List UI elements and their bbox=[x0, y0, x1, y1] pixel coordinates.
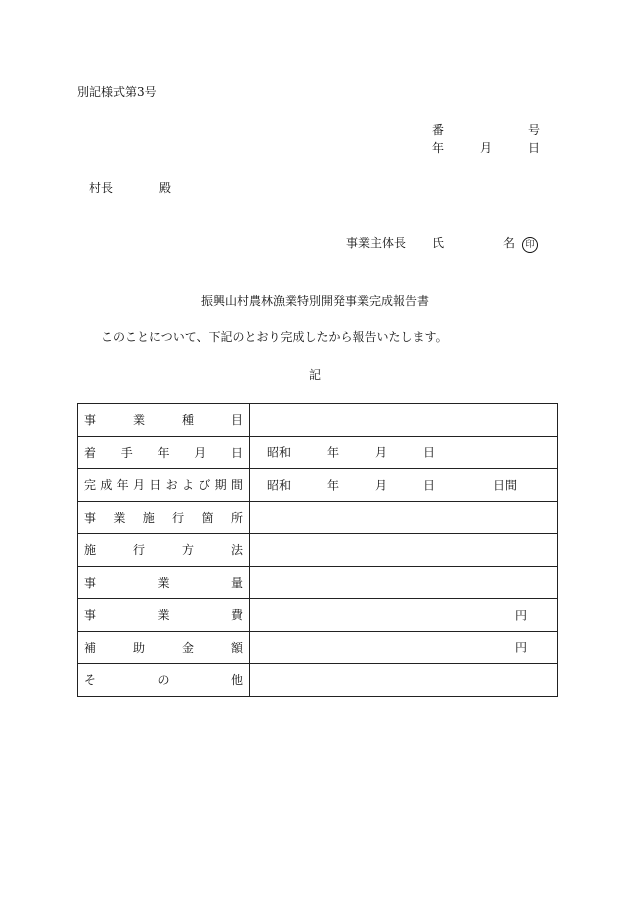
row-label-chakushu-date: 着 手 年 月 日 bbox=[78, 436, 250, 469]
yen-label: 円 bbox=[514, 640, 527, 655]
value-jigyo-hi[interactable] bbox=[250, 599, 558, 632]
table-row bbox=[78, 469, 558, 502]
table-row bbox=[78, 404, 558, 437]
table-row bbox=[78, 631, 558, 664]
date-day-label: 日 bbox=[528, 141, 541, 155]
day-label: 日 bbox=[423, 478, 436, 493]
table-row bbox=[78, 436, 558, 469]
applicant-mei-label: 名 bbox=[503, 236, 516, 250]
value-jigyo-shumoku[interactable] bbox=[250, 404, 558, 437]
row-label-sonota: そ の 他 bbox=[78, 664, 250, 697]
form-number: 別記様式第3号 bbox=[77, 85, 157, 99]
value-jigyo-ryo[interactable] bbox=[250, 566, 558, 599]
value-sonota[interactable] bbox=[250, 664, 558, 697]
value-hojokin-gaku[interactable] bbox=[250, 631, 558, 664]
year-label: 年 bbox=[327, 478, 340, 493]
day-label: 日 bbox=[423, 445, 436, 460]
date-month-label: 月 bbox=[480, 141, 493, 155]
date-year-label: 年 bbox=[432, 141, 445, 155]
applicant-label: 事業主体長 bbox=[346, 236, 407, 250]
row-label-hojokin-gaku: 補 助 金 額 bbox=[78, 631, 250, 664]
value-shiko-basho[interactable] bbox=[250, 501, 558, 534]
body-text: このことについて、下記のとおり完成したから報告いたします。 bbox=[101, 330, 448, 344]
table-row bbox=[78, 566, 558, 599]
number-go-label: 号 bbox=[528, 123, 541, 137]
row-label-jigyo-hi: 事 業 費 bbox=[78, 599, 250, 632]
value-kansei-period[interactable] bbox=[250, 469, 558, 502]
addressee-honorific: 殿 bbox=[159, 181, 172, 195]
value-shiko-hoho[interactable] bbox=[250, 534, 558, 567]
row-label-shiko-hoho: 施 行 方 法 bbox=[78, 534, 250, 567]
applicant-shi-label: 氏 bbox=[432, 236, 445, 250]
document-title: 振興山村農林漁業特別開発事業完成報告書 bbox=[200, 294, 429, 308]
seal-mark bbox=[522, 235, 538, 253]
value-chakushu-date[interactable] bbox=[250, 436, 558, 469]
seal-icon: 印 bbox=[522, 237, 538, 253]
era-label: 昭和 bbox=[267, 478, 292, 493]
ki-heading: 記 bbox=[308, 368, 321, 382]
table-row bbox=[78, 664, 558, 697]
table-row bbox=[78, 501, 558, 534]
row-label-shiko-basho: 事 業 施 行 箇 所 bbox=[78, 501, 250, 534]
row-label-jigyo-ryo: 事 業 量 bbox=[78, 566, 250, 599]
addressee-title: 村長 bbox=[89, 181, 114, 195]
report-table bbox=[77, 403, 558, 697]
month-label: 月 bbox=[375, 445, 388, 460]
table-row bbox=[78, 534, 558, 567]
era-label: 昭和 bbox=[267, 445, 292, 460]
yen-label: 円 bbox=[514, 608, 527, 623]
table-row bbox=[78, 599, 558, 632]
number-ban-label: 番 bbox=[432, 123, 445, 137]
year-label: 年 bbox=[327, 445, 340, 460]
row-label-jigyo-shumoku: 事 業 種 目 bbox=[78, 404, 250, 437]
month-label: 月 bbox=[375, 478, 388, 493]
row-label-kansei-period: 完 成 年 月 日 お よ び 期 間 bbox=[78, 469, 250, 502]
period-days-label: 日間 bbox=[493, 478, 518, 493]
